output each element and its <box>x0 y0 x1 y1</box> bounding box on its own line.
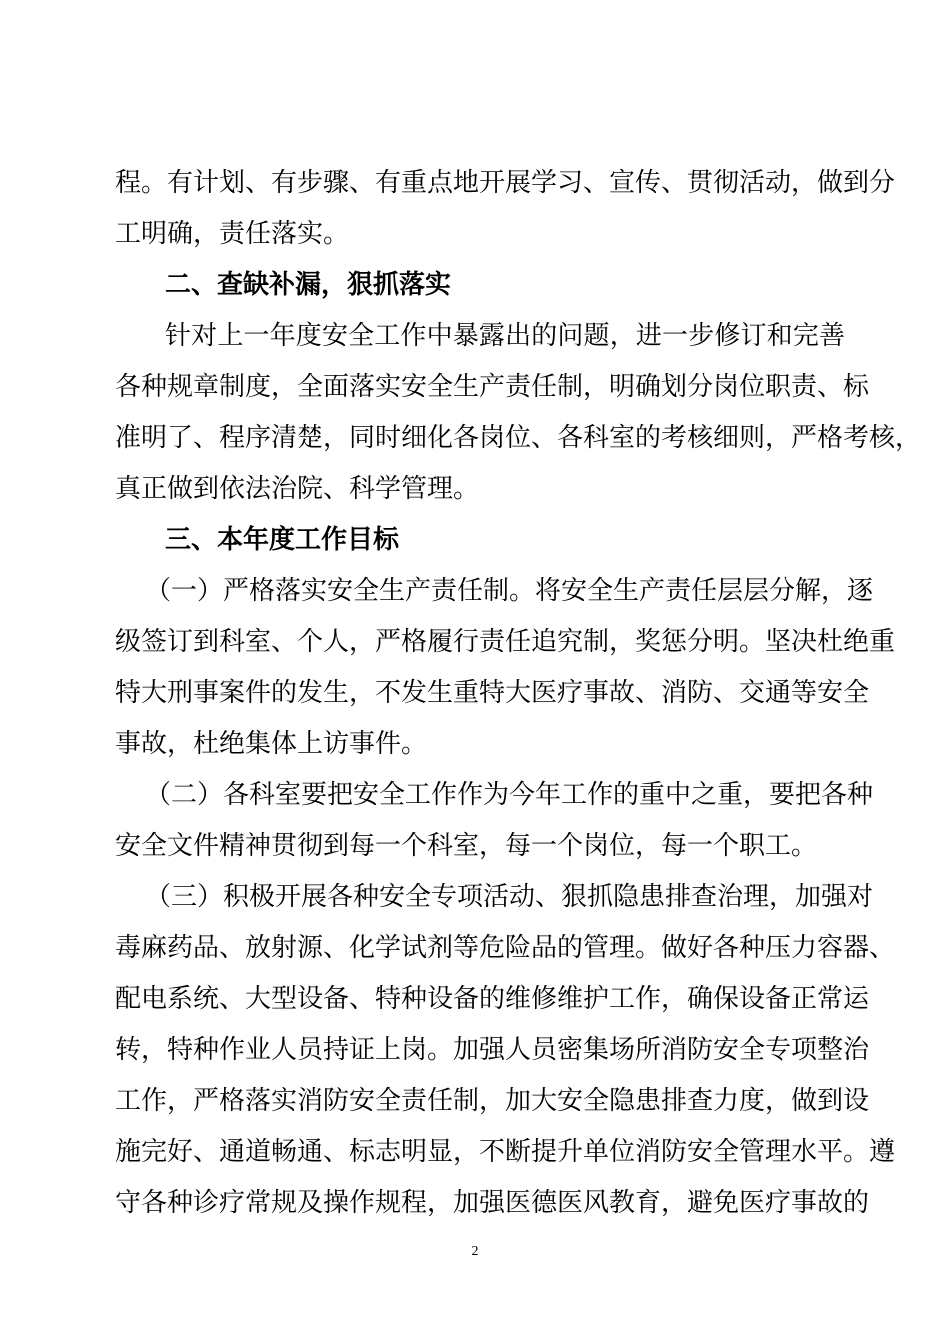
paragraph-line: 工作，严格落实消防安全责任制，加大安全隐患排查力度，做到设 <box>115 1086 870 1116</box>
paragraph-line: 守各种诊疗常规及操作规程，加强医德医风教育，避免医疗事故的 <box>115 1188 870 1218</box>
paragraph-line: 工明确，责任落实。 <box>115 219 350 249</box>
paragraph-line: 毒麻药品、放射源、化学试剂等危险品的管理。做好各种压力容器、 <box>115 933 896 963</box>
paragraph-line: （二）各科室要把安全工作作为今年工作的重中之重，要把各种 <box>145 780 874 810</box>
paragraph-line: 各种规章制度，全面落实安全生产责任制，明确划分岗位职责、标 <box>115 372 870 402</box>
paragraph-line: 级签订到科室、个人，严格履行责任追究制，奖惩分明。坚决杜绝重 <box>115 627 896 657</box>
paragraph-line: 安全文件精神贯彻到每一个科室，每一个岗位，每一个职工。 <box>115 831 818 861</box>
paragraph-line: 事故，杜绝集体上访事件。 <box>115 729 428 759</box>
paragraph-line: 施完好、通道畅通、标志明显，不断提升单位消防安全管理水平。遵 <box>115 1137 896 1167</box>
section-heading: 二、查缺补漏，狠抓落实 <box>165 270 452 300</box>
paragraph-line: 转，特种作业人员持证上岗。加强人员密集场所消防安全专项整治 <box>115 1035 870 1065</box>
paragraph-line: 程。有计划、有步骤、有重点地开展学习、宣传、贯彻活动，做到分 <box>115 168 896 198</box>
page-number: 2 <box>471 1244 479 1259</box>
paragraph-line: 特大刑事案件的发生，不发生重特大医疗事故、消防、交通等安全 <box>115 678 870 708</box>
paragraph-line: 真正做到依法治院、科学管理。 <box>115 474 480 504</box>
paragraph-line: 针对上一年度安全工作中暴露出的问题，进一步修订和完善 <box>165 321 845 351</box>
paragraph-line: 配电系统、大型设备、特种设备的维修维护工作，确保设备正常运 <box>115 984 870 1014</box>
paragraph-line: 准明了、程序清楚，同时细化各岗位、各科室的考核细则，严格考核， <box>115 423 922 453</box>
paragraph-line: （一）严格落实安全生产责任制。将安全生产责任层层分解，逐 <box>145 576 874 606</box>
paragraph-line: （三）积极开展各种安全专项活动、狠抓隐患排查治理，加强对 <box>145 882 874 912</box>
section-heading: 三、本年度工作目标 <box>165 525 400 555</box>
